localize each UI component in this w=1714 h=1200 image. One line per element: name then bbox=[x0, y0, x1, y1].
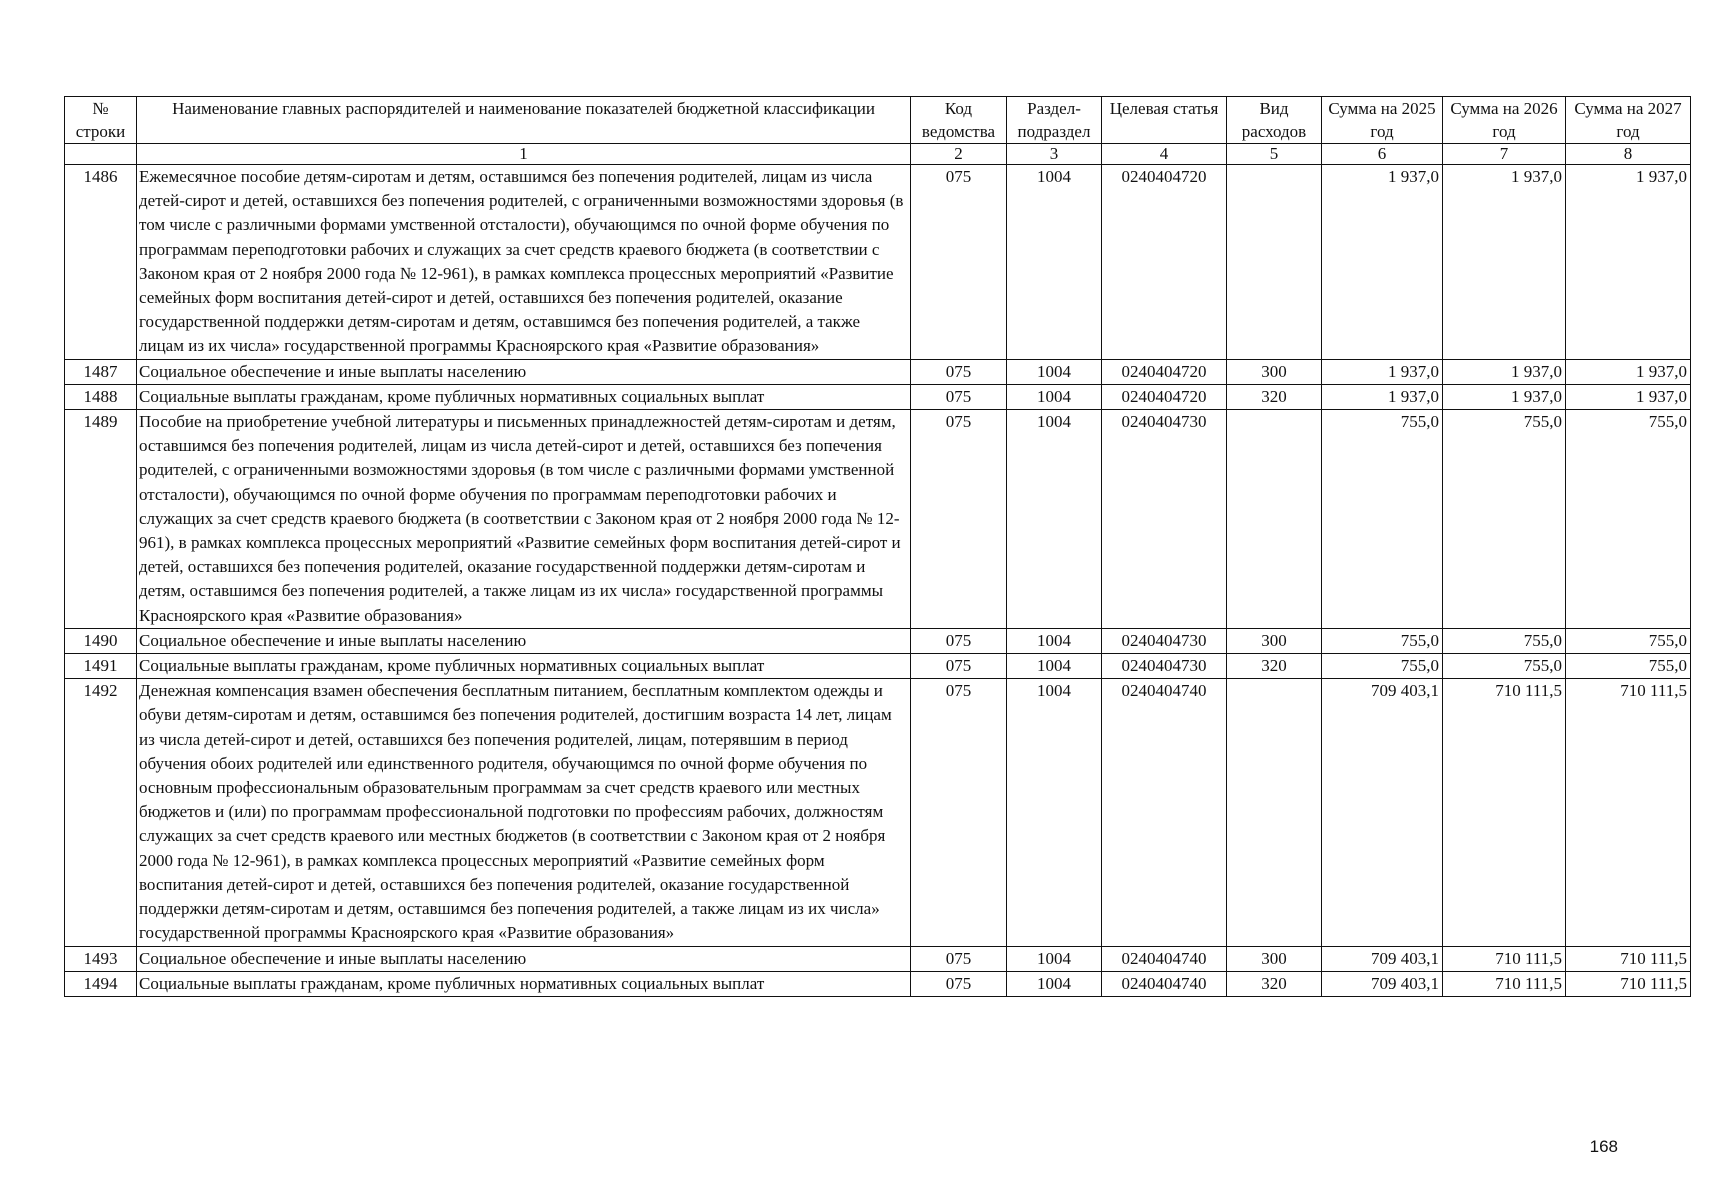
row-number: 1487 bbox=[65, 359, 137, 384]
row-name: Социальные выплаты гражданам, кроме публичных нормативных социальных выплат bbox=[137, 654, 911, 679]
row-sum-2027: 710 111,5 bbox=[1566, 946, 1691, 971]
row-razdel: 1004 bbox=[1007, 410, 1102, 629]
row-razdel: 1004 bbox=[1007, 654, 1102, 679]
col-header-cs: Целевая статья bbox=[1102, 97, 1227, 144]
row-ved: 075 bbox=[911, 628, 1007, 653]
row-sum-2026: 710 111,5 bbox=[1443, 946, 1566, 971]
row-name: Социальное обеспечение и иные выплаты населению bbox=[137, 946, 911, 971]
row-cs: 0240404720 bbox=[1102, 384, 1227, 409]
header-row bbox=[65, 97, 1691, 144]
row-vr: 300 bbox=[1227, 628, 1322, 653]
row-vr bbox=[1227, 679, 1322, 946]
col-header-razdel: Раздел-подраздел bbox=[1007, 97, 1102, 144]
row-sum-2026: 755,0 bbox=[1443, 654, 1566, 679]
row-number: 1490 bbox=[65, 628, 137, 653]
row-razdel: 1004 bbox=[1007, 946, 1102, 971]
row-vr: 320 bbox=[1227, 384, 1322, 409]
row-razdel: 1004 bbox=[1007, 679, 1102, 946]
row-number: 1492 bbox=[65, 679, 137, 946]
page-number: 168 bbox=[1589, 1137, 1618, 1156]
row-vr bbox=[1227, 410, 1322, 629]
row-razdel: 1004 bbox=[1007, 628, 1102, 653]
row-ved: 075 bbox=[911, 679, 1007, 946]
row-sum-2027: 1 937,0 bbox=[1566, 359, 1691, 384]
col-index: 5 bbox=[1227, 144, 1322, 165]
row-ved: 075 bbox=[911, 971, 1007, 996]
row-razdel: 1004 bbox=[1007, 384, 1102, 409]
row-number: 1491 bbox=[65, 654, 137, 679]
column-index-row bbox=[65, 144, 1691, 165]
table-row bbox=[65, 679, 1691, 946]
col-index: 1 bbox=[137, 144, 911, 165]
row-sum-2027: 1 937,0 bbox=[1566, 384, 1691, 409]
col-header-num: № строки bbox=[65, 97, 137, 144]
col-index: 8 bbox=[1566, 144, 1691, 165]
row-number: 1486 bbox=[65, 165, 137, 360]
row-name: Пособие на приобретение учебной литературы и письменных принадлежностей детям-сиротам и детям, оставшимся без попечения родителей, лицам из числа детей-сирот и детей, оставшихся без попечения родителей, с ограниченными возможностями здоровья (в том числе с различными формами умственной отсталости), обучающимся по очной форме обучения по программам переподготовки рабочих и служащих за счет средств краевого бюджета (в соответствии с Законом края от 2 ноября 2000 года № 12-961), в рамках комплекса процессных мероприятий «Развитие семейных форм воспитания детей-сирот и детей, оставшихся без попечения родителей, оказание государственной поддержки детям-сиротам и детям, оставшимся без попечения родителей, а также лицам из их числа» государственной программы Красноярского края «Развитие образования» bbox=[137, 410, 911, 629]
col-index bbox=[65, 144, 137, 165]
row-sum-2027: 755,0 bbox=[1566, 654, 1691, 679]
table-row bbox=[65, 165, 1691, 360]
row-cs: 0240404740 bbox=[1102, 971, 1227, 996]
col-header-vr: Вид расходов bbox=[1227, 97, 1322, 144]
row-ved: 075 bbox=[911, 946, 1007, 971]
row-sum-2025: 1 937,0 bbox=[1322, 359, 1443, 384]
row-vr: 320 bbox=[1227, 654, 1322, 679]
row-sum-2027: 710 111,5 bbox=[1566, 679, 1691, 946]
row-cs: 0240404730 bbox=[1102, 410, 1227, 629]
row-cs: 0240404720 bbox=[1102, 359, 1227, 384]
row-sum-2027: 755,0 bbox=[1566, 410, 1691, 629]
table-row bbox=[65, 654, 1691, 679]
col-header-name: Наименование главных распорядителей и наименование показателей бюджетной классификации bbox=[137, 97, 911, 144]
row-number: 1493 bbox=[65, 946, 137, 971]
row-ved: 075 bbox=[911, 384, 1007, 409]
col-header-s2027: Сумма на 2027 год bbox=[1566, 97, 1691, 144]
row-cs: 0240404730 bbox=[1102, 654, 1227, 679]
row-ved: 075 bbox=[911, 410, 1007, 629]
col-index: 3 bbox=[1007, 144, 1102, 165]
row-sum-2026: 1 937,0 bbox=[1443, 359, 1566, 384]
row-sum-2025: 755,0 bbox=[1322, 654, 1443, 679]
col-index: 7 bbox=[1443, 144, 1566, 165]
row-cs: 0240404720 bbox=[1102, 165, 1227, 360]
row-vr: 320 bbox=[1227, 971, 1322, 996]
table-row bbox=[65, 946, 1691, 971]
row-razdel: 1004 bbox=[1007, 971, 1102, 996]
row-number: 1489 bbox=[65, 410, 137, 629]
table-row bbox=[65, 359, 1691, 384]
row-name: Социальное обеспечение и иные выплаты населению bbox=[137, 628, 911, 653]
row-sum-2025: 709 403,1 bbox=[1322, 679, 1443, 946]
row-sum-2027: 710 111,5 bbox=[1566, 971, 1691, 996]
row-cs: 0240404740 bbox=[1102, 946, 1227, 971]
row-sum-2025: 709 403,1 bbox=[1322, 971, 1443, 996]
row-sum-2027: 755,0 bbox=[1566, 628, 1691, 653]
col-index: 6 bbox=[1322, 144, 1443, 165]
row-sum-2025: 709 403,1 bbox=[1322, 946, 1443, 971]
row-vr bbox=[1227, 165, 1322, 360]
table-row bbox=[65, 971, 1691, 996]
budget-table bbox=[64, 96, 1691, 997]
row-name: Ежемесячное пособие детям-сиротам и детям, оставшимся без попечения родителей, лицам из числа детей-сирот и детей, оставшихся без попечения родителей, с ограниченными возможностями здоровья (в том числе с различными формами умственной отсталости), обучающимся по очной форме обучения по программам переподготовки рабочих и служащих за счет средств краевого бюджета (в соответствии с Законом края от 2 ноября 2000 года № 12-961), в рамках комплекса процессных мероприятий «Развитие семейных форм воспитания детей-сирот и детей, оставшихся без попечения родителей, оказание государственной поддержки детям-сиротам и детям, оставшимся без попечения родителей, а также лицам из их числа» государственной программы Красноярского края «Развитие образования» bbox=[137, 165, 911, 360]
row-ved: 075 bbox=[911, 654, 1007, 679]
row-sum-2025: 755,0 bbox=[1322, 410, 1443, 629]
row-razdel: 1004 bbox=[1007, 359, 1102, 384]
row-sum-2026: 1 937,0 bbox=[1443, 165, 1566, 360]
row-name: Социальные выплаты гражданам, кроме публичных нормативных социальных выплат bbox=[137, 384, 911, 409]
row-sum-2025: 1 937,0 bbox=[1322, 384, 1443, 409]
row-sum-2025: 1 937,0 bbox=[1322, 165, 1443, 360]
row-cs: 0240404740 bbox=[1102, 679, 1227, 946]
row-razdel: 1004 bbox=[1007, 165, 1102, 360]
row-name: Социальные выплаты гражданам, кроме публичных нормативных социальных выплат bbox=[137, 971, 911, 996]
row-sum-2027: 1 937,0 bbox=[1566, 165, 1691, 360]
col-index: 2 bbox=[911, 144, 1007, 165]
col-header-ved: Код ведомства bbox=[911, 97, 1007, 144]
row-number: 1488 bbox=[65, 384, 137, 409]
row-sum-2026: 755,0 bbox=[1443, 628, 1566, 653]
row-name: Социальное обеспечение и иные выплаты населению bbox=[137, 359, 911, 384]
row-ved: 075 bbox=[911, 165, 1007, 360]
row-sum-2026: 710 111,5 bbox=[1443, 679, 1566, 946]
budget-table-container bbox=[64, 96, 1690, 997]
col-header-s2025: Сумма на 2025 год bbox=[1322, 97, 1443, 144]
row-ved: 075 bbox=[911, 359, 1007, 384]
row-cs: 0240404730 bbox=[1102, 628, 1227, 653]
col-index: 4 bbox=[1102, 144, 1227, 165]
row-sum-2026: 1 937,0 bbox=[1443, 384, 1566, 409]
row-vr: 300 bbox=[1227, 359, 1322, 384]
table-row bbox=[65, 384, 1691, 409]
row-sum-2025: 755,0 bbox=[1322, 628, 1443, 653]
row-name: Денежная компенсация взамен обеспечения бесплатным питанием, бесплатным комплектом одежды и обуви детям-сиротам и детям, оставшимся без попечения родителей, достигшим возраста 14 лет, лицам из числа детей-сирот и детей, оставшихся без попечения родителей, лицам, потерявшим в период обучения обоих родителей или единственного родителя, обучающимся по очной форме обучения по основным профессиональным образовательным программам за счет средств краевого или местных бюджетов и (или) по программам профессиональной подготовки по профессиям рабочих, должностям служащих за счет средств краевого или местных бюджетов (в соответствии с Законом края от 2 ноября 2000 года № 12-961), в рамках комплекса процессных мероприятий «Развитие семейных форм воспитания детей-сирот и детей, оставшихся без попечения родителей, оказание государственной поддержки детям-сиротам и детям, оставшимся без попечения родителей, а также лицам из их числа» государственной программы Красноярского края «Развитие образования» bbox=[137, 679, 911, 946]
col-header-s2026: Сумма на 2026 год bbox=[1443, 97, 1566, 144]
table-row bbox=[65, 628, 1691, 653]
row-sum-2026: 710 111,5 bbox=[1443, 971, 1566, 996]
row-sum-2026: 755,0 bbox=[1443, 410, 1566, 629]
table-row bbox=[65, 410, 1691, 629]
row-vr: 300 bbox=[1227, 946, 1322, 971]
row-number: 1494 bbox=[65, 971, 137, 996]
